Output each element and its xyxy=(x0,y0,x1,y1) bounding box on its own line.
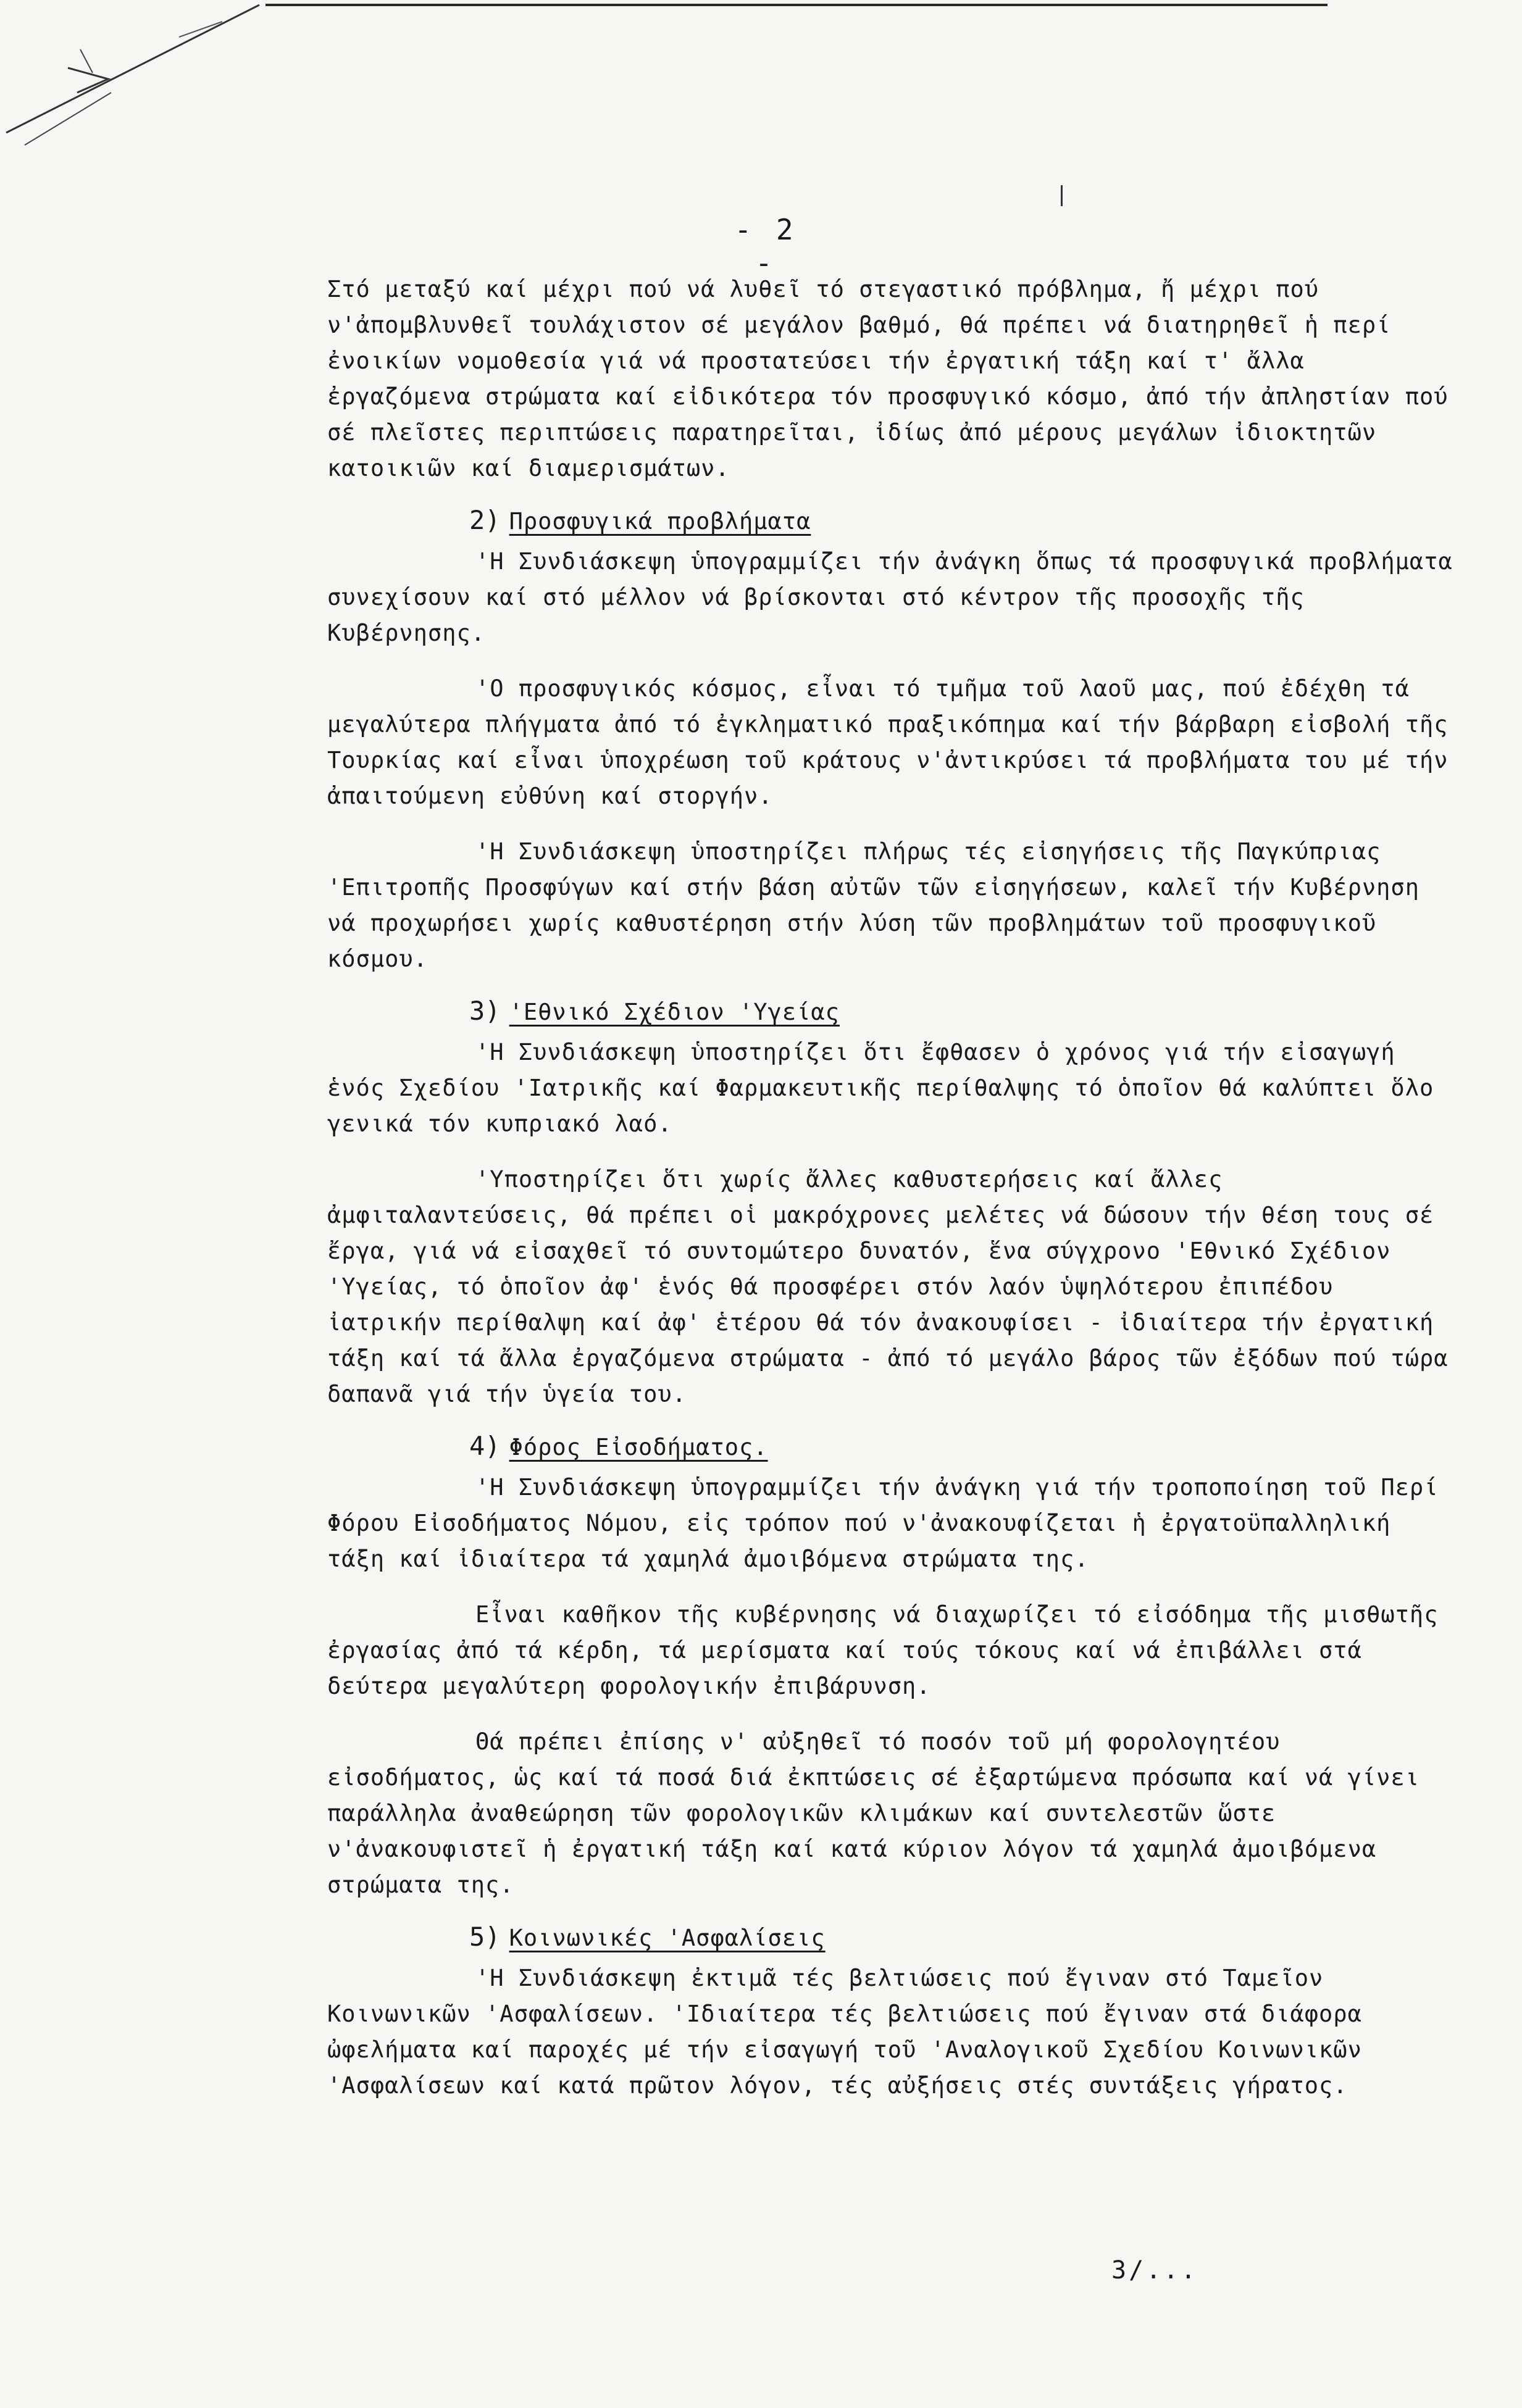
section-heading xyxy=(327,505,1457,535)
section-heading xyxy=(327,996,1457,1026)
corner-scratch-marks xyxy=(0,0,272,160)
continuation-marker: 3/... xyxy=(1111,2256,1198,2285)
paragraph: Θά πρέπει ἐπίσης ν' αὐξηθεῖ τό ποσόν τοῦ μή φορολογητέου εἰσοδήματος, ὡς καί τά ποσά διά ἐκπτώσεις σέ ἐξαρτώμενα πρόσωπα καί νά γίνει παράλληλα ἀναθεώρηση τῶν φορολογικῶν κλιμάκων καί συντελεστῶν ὥστε ν'ἀνακουφιστεῖ ἡ ἐργατική τάξη καί κατά κύριον λόγον τά χαμηλά ἀμοιβόμενα στρώματα της. xyxy=(327,1728,1420,1898)
section-number: 3) xyxy=(469,996,501,1026)
top-edge-rule xyxy=(266,4,1328,6)
section-number: 4) xyxy=(469,1431,501,1461)
section-heading xyxy=(327,1922,1457,1952)
paragraph: Εἶναι καθῆκον τῆς κυβέρνησης νά διαχωρίζει τό εἰσόδημα τῆς μισθωτῆς ἐργασίας ἀπό τά κέρδη, τά μερίσματα καί τούς τόκους καί νά ἐπιβάλλει στά δεύτερα μεγαλύτερη φορολογικήν ἐπιβάρυνση. xyxy=(327,1601,1439,1699)
section-title: 'Εθνικό Σχέδιον 'Υγείας xyxy=(509,999,840,1025)
section-title: Προσφυγικά προβλήματα xyxy=(509,508,811,535)
section-title: Κοινωνικές 'Ασφαλίσεις xyxy=(509,1925,826,1951)
intro-paragraph: Στό μεταξύ καί μέχρι πού νά λυθεῖ τό στεγαστικό πρόβλημα, ἤ μέχρι πού ν'ἀπομβλυνθεῖ τουλάχιστον σέ μεγάλον βαθμό, θά πρέπει νά διατηρηθεῖ ἡ περί ἐνοικίων νομοθεσία γιά νά προστατεύσει τήν ἐργατική τάξη καί τ' ἄλλα ἐργαζόμενα στρώματα καί εἰδικότερα τόν προσφυγικό κόσμο, ἀπό τήν ἀπληστίαν πού σέ πλεῖστες περιπτώσεις παρατηρεῖται, ἰδίως ἀπό μέρους μεγάλων ἰδιοκτητῶν κατοικιῶν καί διαμερισμάτων. xyxy=(327,276,1449,481)
page-number: - 2 - xyxy=(734,213,797,280)
paragraph: 'Η Συνδιάσκεψη ὑπογραμμίζει τήν ἀνάγκη ὅπως τά προσφυγικά προβλήματα συνεχίσουν καί στό μέλλον νά βρίσκονται στό κέντρον τῆς προσοχῆς τῆς Κυβέρνησης. xyxy=(327,548,1453,646)
paragraph: 'Η Συνδιάσκεψη ἐκτιμᾶ τές βελτιώσεις πού ἔγιναν στό Ταμεῖον Κοινωνικῶν 'Ασφαλίσεων. 'Ιδιαίτερα τές βελτιώσεις πού ἔγιναν στά διάφορα ὠφελήματα καί παροχές μέ τήν εἰσαγωγή τοῦ 'Αναλογικοῦ Σχεδίου Κοινωνικῶν 'Ασφαλίσεων καί κατά πρῶτον λόγον, τές αὐξήσεις στές συντάξεις γήρατος. xyxy=(327,1965,1362,2099)
paragraph: 'Η Συνδιάσκεψη ὑποστηρίζει ὅτι ἔφθασεν ὁ χρόνος γιά τήν εἰσαγωγή ἑνός Σχεδίου 'Ιατρικῆς καί Φαρμακευτικῆς περίθαλψης τό ὁποῖον θά καλύπτει ὅλο γενικά τόν κυπριακό λαό. xyxy=(327,1039,1434,1137)
body-text xyxy=(327,272,1457,2104)
paragraph: 'Υποστηρίζει ὅτι χωρίς ἄλλες καθυστερήσεις καί ἄλλες ἀμφιταλαντεύσεις, θά πρέπει οἱ μακρόχρονες μελέτες νά δώσουν τήν θέση τους σέ ἔργα, γιά νά εἰσαχθεῖ τό συντομώτερο δυνατόν, ἕνα σύγχρονο 'Εθνικό Σχέδιον 'Υγείας, τό ὁποῖον ἀφ' ἑνός θά προσφέρει στόν λαόν ὑψηλότερου ἐπιπέδου ἰατρικήν περίθαλψη καί ἀφ' ἑτέρου θά τόν ἀνακουφίσει - ἰδιαίτερα τήν ἐργατική τάξη καί τά ἄλλα ἐργαζόμενα στρώματα - ἀπό τό μεγάλο βάρος τῶν ἐξόδων πού τώρα δαπανᾶ γιά τήν ὑγεία του. xyxy=(327,1166,1449,1407)
section-number: 2) xyxy=(469,505,501,535)
section-heading xyxy=(327,1431,1457,1461)
section-title: Φόρος Εἰσοδήματος. xyxy=(509,1434,768,1460)
paragraph: 'Η Συνδιάσκεψη ὑποστηρίζει πλήρως τές εἰσηγήσεις τῆς Παγκύπριας 'Επιτροπῆς Προσφύγων καί στήν βάση αὐτῶν τῶν εἰσηγήσεων, καλεῖ τήν Κυβέρνηση νά προχωρήσει χωρίς καθυστέρηση στήν λύση τῶν προβλημάτων τοῦ προσφυγικοῦ κόσμου. xyxy=(327,838,1420,972)
binding-mark xyxy=(1061,185,1063,206)
section-number: 5) xyxy=(469,1922,501,1952)
paragraph: 'Η Συνδιάσκεψη ὑπογραμμίζει τήν ἀνάγκη γιά τήν τροποποίηση τοῦ Περί Φόρου Εἰσοδήματος Νόμου, εἰς τρόπον πού ν'ἀνακουφίζεται ἡ ἐργατοϋπαλληλική τάξη καί ἰδιαίτερα τά χαμηλά ἀμοιβόμενα στρώματα της. xyxy=(327,1474,1439,1572)
paragraph: 'Ο προσφυγικός κόσμος, εἶναι τό τμῆμα τοῦ λαοῦ μας, πού ἐδέχθη τά μεγαλύτερα πλήγματα ἀπό τό ἐγκληματικό πραξικόπημα καί τήν βάρβαρη εἰσβολή τῆς Τουρκίας καί εἶναι ὑποχρέωση τοῦ κράτους ν'ἀντικρύσει τά προβλήματα του μέ τήν ἀπαιτούμενη εὐθύνη καί στοργήν. xyxy=(327,675,1449,809)
